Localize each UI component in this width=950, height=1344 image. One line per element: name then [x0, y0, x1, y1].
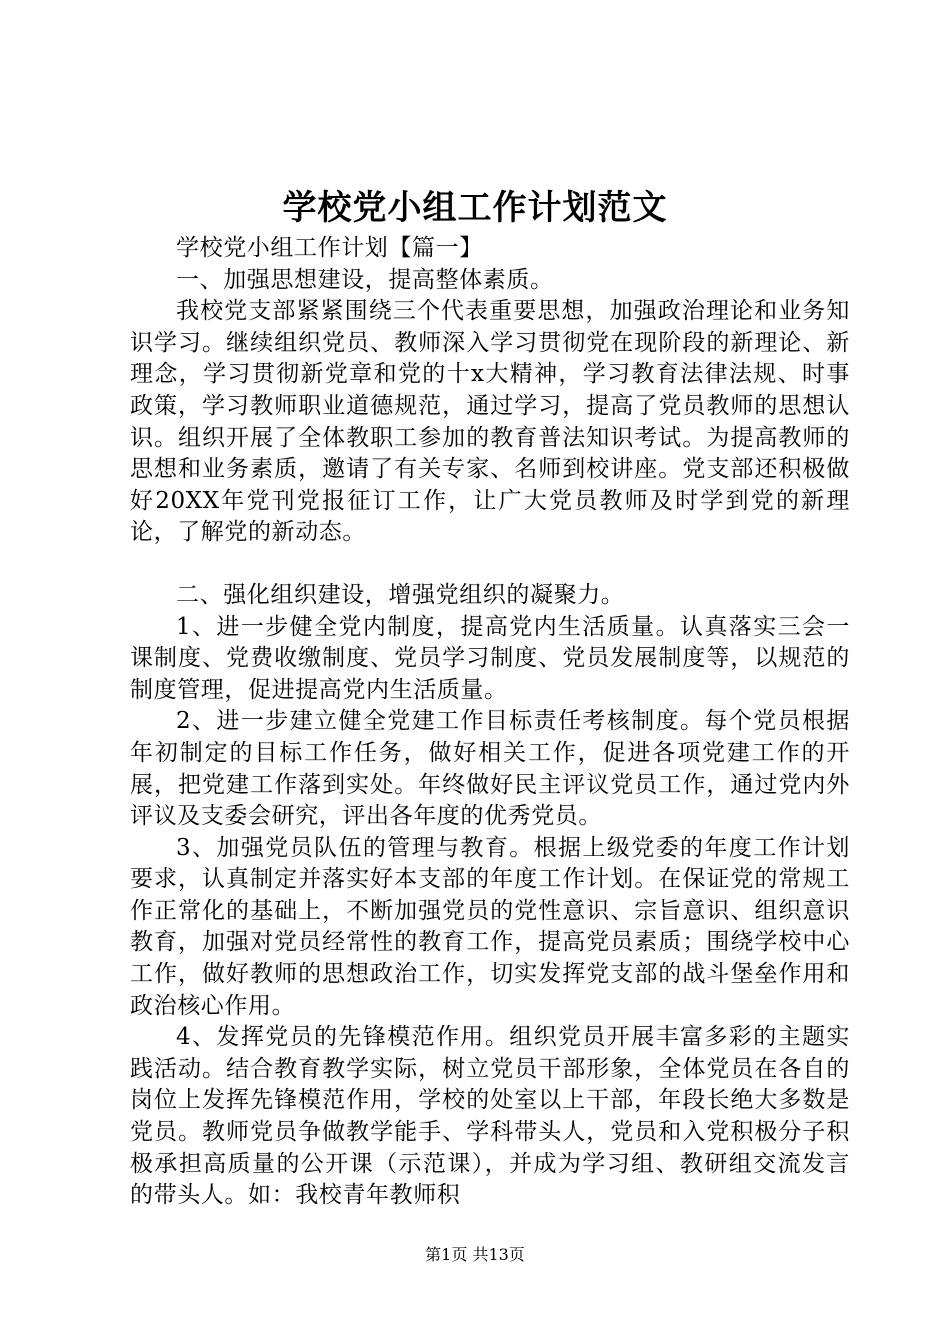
subheading-organizational-building: 二、强化组织建设，增强党组织的凝聚力。	[176, 581, 625, 608]
paragraph-item-4: 4、发挥党员的先锋模范作用。组织党员开展丰富多彩的主题实践活动。结合教育教学实际，树立党员干部形象，全体党员在各自的岗位上发挥先锋模范作用，学校的处室以上干部，年段长绝大多数是党员。教师党员争做教学能手、学科带头人，党员和入党积极分子积极承担高质量的公开课（示范课），并成为学习组、教研组交流发言的带头人。如：我校青年教师积	[130, 1024, 850, 1209]
paragraph-item-1: 1、进一步健全党内制度，提高党内生活质量。认真落实三会一课制度、党费收缴制度、党员学习制度、党员发展制度等，以规范的制度管理，促进提高党内生活质量。	[130, 613, 850, 703]
paragraph-ideological-building: 我校党支部紧紧围绕三个代表重要思想，加强政治理论和业务知识学习。继续组织党员、教师深入学习贯彻党在现阶段的新理论、新理念，学习贯彻新党章和党的十x大精神，学习教育法律法规、时事政策，学习教师职业道德规范，通过学习，提高了党员教师的思想认识。组织开展了全体教职工参加的教育普法知识考试。为提高教师的思想和业务素质，邀请了有关专家、名师到校讲座。党支部还积极做好20XX年党刊党报征订工作，让广大党员教师及时学到党的新理论，了解党的新动态。	[130, 298, 850, 546]
paragraph-item-3: 3、加强党员队伍的管理与教育。根据上级党委的年度工作计划要求，认真制定并落实好本支部的年度工作计划。在保证党的常规工作正常化的基础上，不断加强党员的党性意识、宗旨意识、组织意识教育，加强对党员经常性的教育工作，提高党员素质；围绕学校中心工作，做好教师的思想政治工作，切实发挥党支部的战斗堡垒作用和政治核心作用。	[130, 834, 850, 1019]
section-heading-part-one: 学校党小组工作计划【篇一】	[176, 235, 483, 261]
page-number-footer: 第1页 共13页	[425, 1245, 525, 1264]
paragraph-item-2: 2、进一步建立健全党建工作目标责任考核制度。每个党员根据年初制定的目标工作任务，做好相关工作，促进各项党建工作的开展，把党建工作落到实处。年终做好民主评议党员工作，通过党内外评议及支委会研究，评出各年度的优秀党员。	[130, 708, 850, 830]
document-title: 学校党小组工作计划范文	[282, 188, 668, 228]
document-body	[130, 233, 850, 1212]
subheading-ideological-building: 一、加强思想建设，提高整体素质。	[176, 266, 554, 293]
